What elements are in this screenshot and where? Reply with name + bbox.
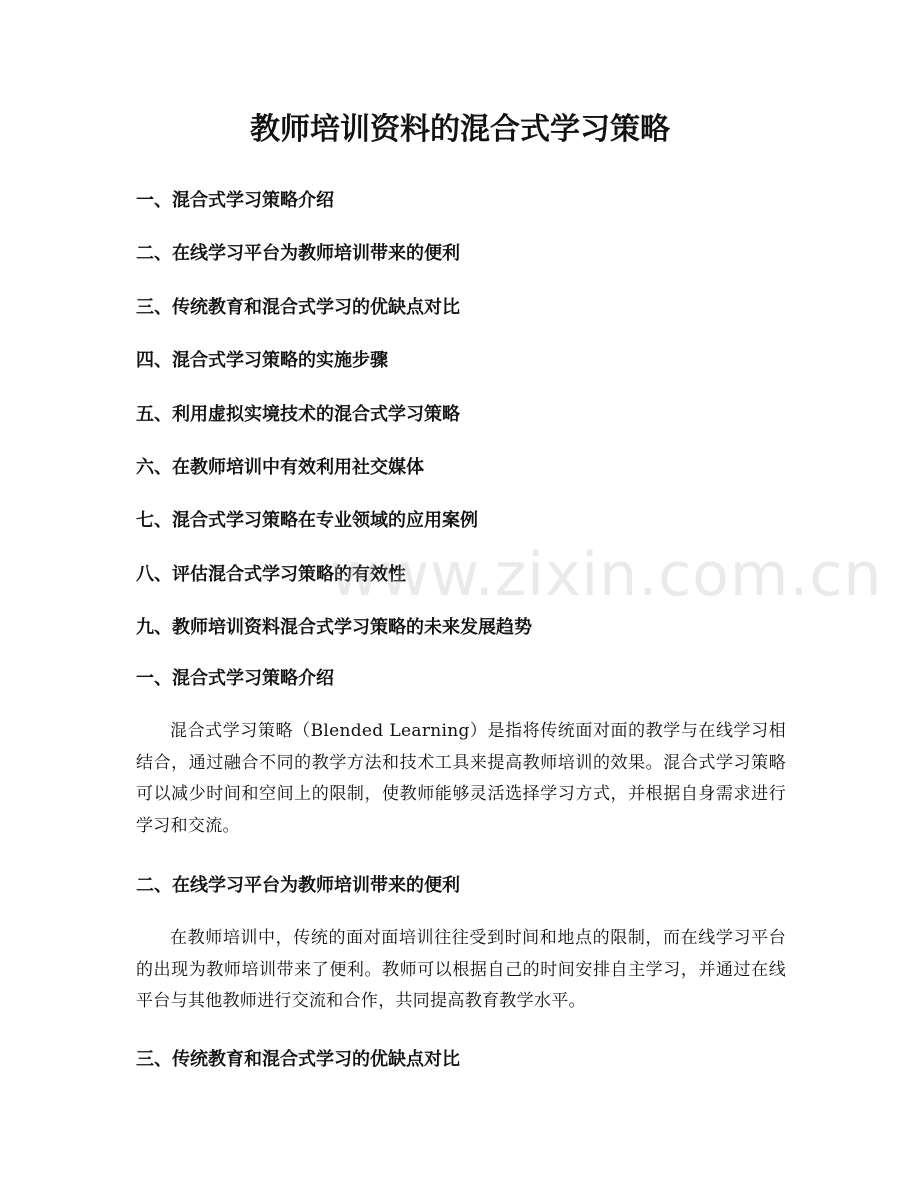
toc-item: 八、评估混合式学习策略的有效性 — [136, 563, 406, 585]
watermark: www.zixin.com.cn — [330, 540, 883, 610]
section-introduction — [136, 665, 786, 842]
section-heading: 三、传统教育和混合式学习的优缺点对比 — [136, 1049, 460, 1070]
section-paragraph: 混合式学习策略（Blended Learning）是指将传统面对面的教学与在线学习相结合，通过融合不同的教学方法和技术工具来提高教师培训的效果。混合式学习策略可以减少时间和空间上的限制，使教师能够灵活选择学习方式，并根据自身需求进行学习和交流。 — [136, 721, 786, 836]
toc-item: 五、利用虚拟实境技术的混合式学习策略 — [136, 403, 460, 425]
section-paragraph: 在教师培训中，传统的面对面培训往往受到时间和地点的限制，而在线学习平台的出现为教师培训带来了便利。教师可以根据自己的时间安排自主学习，并通过在线平台与其他教师进行交流和合作，共同提高教育教学水平。 — [136, 928, 786, 1011]
document-title: 教师培训资料的混合式学习策略 — [250, 112, 670, 147]
section-heading: 二、在线学习平台为教师培训带来的便利 — [136, 875, 460, 896]
toc-item: 九、教师培训资料混合式学习策略的未来发展趋势 — [136, 617, 532, 639]
toc-item: 七、混合式学习策略在专业领域的应用案例 — [136, 510, 478, 532]
table-of-contents — [136, 187, 532, 668]
toc-item: 二、在线学习平台为教师培训带来的便利 — [136, 243, 460, 265]
section-online-platform — [136, 872, 786, 1018]
toc-item: 六、在教师培训中有效利用社交媒体 — [136, 456, 424, 478]
section-comparison — [136, 1046, 786, 1074]
toc-item: 三、传统教育和混合式学习的优缺点对比 — [136, 296, 460, 318]
toc-item: 一、混合式学习策略介绍 — [136, 190, 334, 211]
section-heading: 一、混合式学习策略介绍 — [136, 668, 334, 689]
toc-item: 四、混合式学习策略的实施步骤 — [136, 350, 388, 372]
